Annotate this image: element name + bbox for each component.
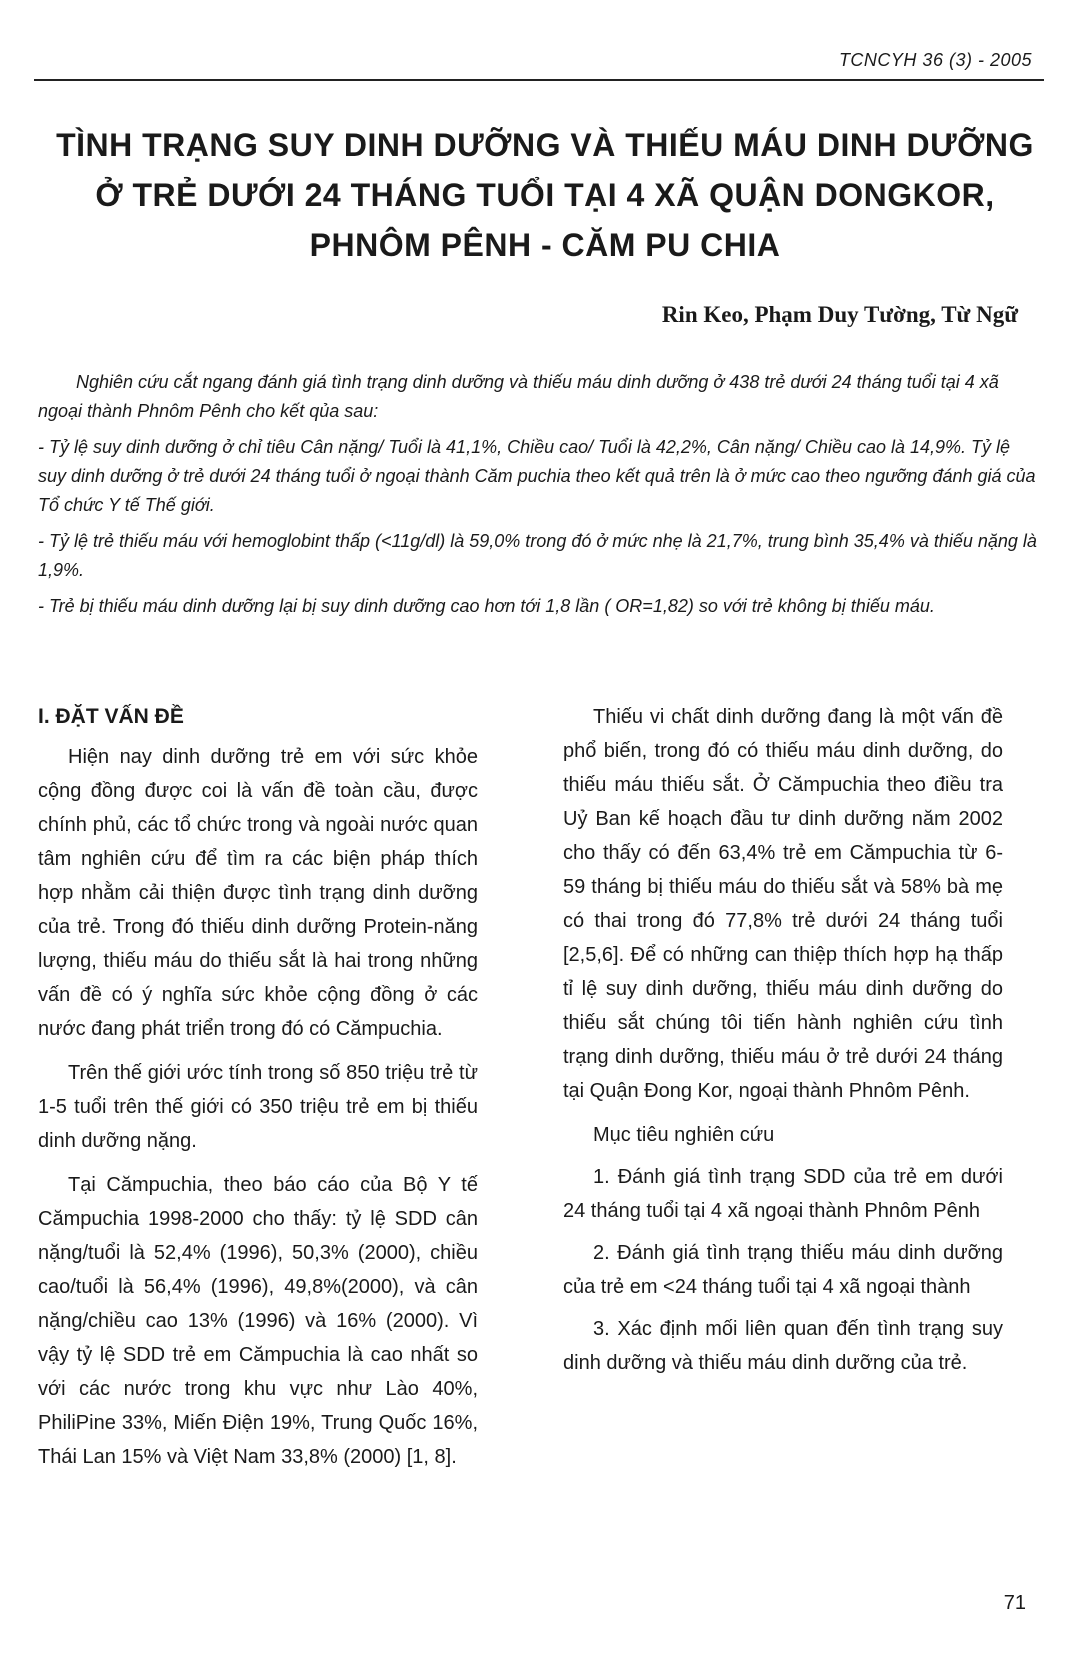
aim-1: 1. Đánh giá tình trạng SDD của trẻ em dưới 24 tháng tuổi tại 4 xã ngoại thành Phnôm Pênh xyxy=(563,1166,1003,1222)
title-line-2: Ở TRẺ DƯỚI 24 THÁNG TUỔI TẠI 4 XÃ QUẬN DONGKOR, xyxy=(95,177,995,213)
header-rule xyxy=(34,79,1044,81)
aim-3: 3. Xác định mối liên quan đến tình trạng suy dinh dưỡng và thiếu máu dinh dưỡng của trẻ. xyxy=(563,1318,1003,1374)
abstract-point-1: - Tỷ lệ suy dinh dưỡng ở chỉ tiêu Cân nặng/ Tuổi là 41,1%, Chiều cao/ Tuổi là 42,2%, Cân nặng/ Chiều cao là 14,9%. Tỷ lệ suy dinh dưỡng ở trẻ dưới 24 tháng tuổi ở ngoại thành Căm puchia theo kết quả trên là ở mức cao theo ngưỡng đánh giá của Tổ chức Y tế Thế giới. xyxy=(38,437,1036,515)
authors: Rin Keo, Phạm Duy Tường, Từ Ngữ xyxy=(661,302,1018,327)
title-line-1: TÌNH TRẠNG SUY DINH DƯỠNG VÀ THIẾU MÁU DINH DƯỠNG xyxy=(56,127,1034,163)
article-title xyxy=(40,120,1050,270)
paragraph-4: Thiếu vi chất dinh dưỡng đang là một vấn đề phổ biến, trong đó có thiếu máu dinh dưỡng, do thiếu máu thiếu sắt. Ở Cămpuchia theo điều tra Uỷ Ban kế hoạch đầu tư dinh dưỡng năm 2002 cho thấy có đến 63,4% trẻ em Cămpuchia từ 6-59 tháng bị thiếu máu do thiếu sắt và 58% bà mẹ có thai trong đó 77,8% trẻ dưới 24 tháng tuổi [2,5,6]. Để có những can thiệp thích hợp hạ thấp tỉ lệ suy dinh dưỡng, thiếu máu dinh dưỡng do thiếu sắt chúng tôi tiến hành nghiên cứu tình trạng dinh dưỡng, thiếu máu ở trẻ dưới 24 tháng tại Quận Đong Kor, ngoại thành Phnôm Pênh. xyxy=(563,706,1003,1102)
title-line-3: PHNÔM PÊNH - CĂM PU CHIA xyxy=(309,227,781,263)
abstract xyxy=(38,368,1040,628)
page-number: 71 xyxy=(1003,1592,1026,1614)
abstract-point-2: - Tỷ lệ trẻ thiếu máu với hemoglobint thấp (<11g/dl) là 59,0% trong đó ở mức nhẹ là 21,7%, trung bình 35,4% và thiếu nặng là 1,9%. xyxy=(38,531,1037,580)
abstract-intro: Nghiên cứu cắt ngang đánh giá tình trạng dinh dưỡng và thiếu máu dinh dưỡng ở 438 trẻ dưới 24 tháng tuổi tại 4 xã ngoại thành Phnôm Pênh cho kết qủa sau: xyxy=(38,372,999,421)
section-heading: I. ĐẶT VẤN ĐỀ xyxy=(38,705,184,728)
journal-reference: TCNCYH 36 (3) - 2005 xyxy=(838,50,1032,70)
right-column xyxy=(563,700,1003,1388)
paragraph-2: Trên thế giới ước tính trong số 850 triệu trẻ từ 1-5 tuổi trên thế giới có 350 triệu trẻ em bị thiếu dinh dưỡng nặng. xyxy=(38,1062,478,1152)
abstract-point-3: - Trẻ bị thiếu máu dinh dưỡng lại bị suy dinh dưỡng cao hơn tới 1,8 lần ( OR=1,82) so với trẻ không bị thiếu máu. xyxy=(38,596,935,616)
aim-2: 2. Đánh giá tình trạng thiếu máu dinh dưỡng của trẻ em <24 tháng tuổi tại 4 xã ngoại thành xyxy=(563,1242,1003,1298)
paragraph-1: Hiện nay dinh dưỡng trẻ em với sức khỏe cộng đồng được coi là vấn đề toàn cầu, được chính phủ, các tổ chức trong và ngoài nước quan tâm nghiên cứu để tìm ra các biện pháp thích hợp nhằm cải thiện được tình trạng dinh dưỡng của trẻ. Trong đó thiếu dinh dưỡng Protein-năng lượng, thiếu máu do thiếu sắt là hai trong những vấn đề có ý nghĩa sức khỏe cộng đồng ở các nước đang phát triển trong đó có Cămpuchia. xyxy=(38,746,478,1040)
paragraph-3: Tại Cămpuchia, theo báo cáo của Bộ Y tế Cămpuchia 1998-2000 cho thấy: tỷ lệ SDD cân nặng/tuổi là 52,4% (1996), 50,3% (2000), chiều cao/tuổi là 56,4% (1996), 49,8%(2000), và cân nặng/chiều cao 13% (1996) và 16% (2000). Vì vậy tỷ lệ SDD trẻ em Cămpuchia là cao nhất so với các nước trong khu vực như Lào 40%, PhiliPine 33%, Miến Điện 19%, Trung Quốc 16%, Thái Lan 15% và Việt Nam 33,8% (2000) [1, 8]. xyxy=(38,1174,478,1468)
aims-title: Mục tiêu nghiên cứu xyxy=(593,1124,775,1146)
left-column xyxy=(38,700,478,1484)
